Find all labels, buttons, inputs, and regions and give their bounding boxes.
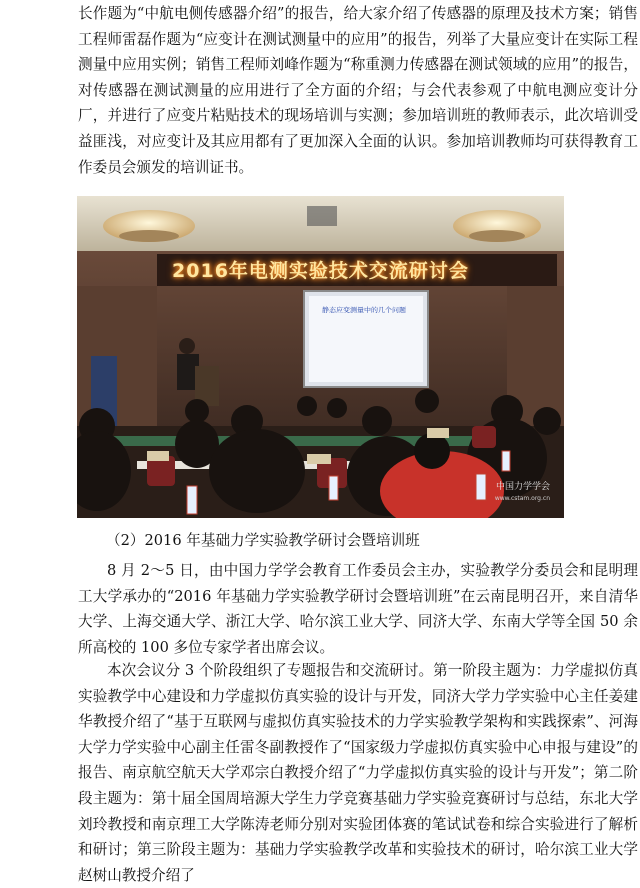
slide-title: 静态应变测量中的几个问题 (322, 306, 406, 314)
banner-text: 2016年电测实验技术交流研讨会 (172, 260, 469, 282)
photo-scene (77, 196, 564, 518)
paragraph-continued: 长作题为“中航电侧传感器介绍”的报告，给大家介绍了传感器的原理及技术方案；销售工程师雷磊作题为“应变计在测试测量中的应用”的报告，列举了大量应变计在实际工程测量中应用实例；销售工程师刘峰作题为“称重测力传感器在测试领域的应用”的报告，对传感器在测试测量的应用进行了全方面的介绍；与会代表参观了中航电测应变计分厂，并进行了应变片粘贴技术的现场培训与实测；参加培训班的教师表示，此次培训受益匪浅，对应变计及其应用都有了更加深入全面的认识。参加培训教师均可获得教育工作委员会颁发的培训证书。 (78, 5, 638, 176)
paragraph-meeting-stages (78, 658, 638, 888)
paragraph-meeting-stages-text: 本次会议分 3 个阶段组织了专题报告和交流研讨。第一阶段主题为：力学虚拟仿真实验教学中心建设和力学虚拟仿真实验的设计与开发，同济大学力学实验中心主任姜建华教授介绍了“基于互联网与虚拟仿真实验技术的力学实验教学架构和实践探索”、河海大学力学实验中心副主任雷冬副教授作了“国家级力学虚拟仿真实验中心申报与建设”的报告、南京航空航天大学邓宗白教授介绍了“力学虚拟仿真实验的设计与开发”；第二阶段主题为：第十届全国周培源大学生力学竞赛基础力学实验竞赛研讨与总结，东北大学刘玲教授和南京理工大学陈涛老师分别对实验团体赛的笔试试卷和综合实验进行了解析和研讨；第三阶段主题为：基础力学实验教学改革和实验技术的研讨，哈尔滨工业大学赵树山教授介绍了 (78, 662, 638, 884)
section-subheading: （2）2016 年基础力学实验教学研讨会暨培训班 (106, 532, 420, 549)
paragraph-meeting-intro (78, 558, 638, 660)
watermark-brand: 中国力学学会 (495, 482, 550, 492)
watermark-url: www.cstam.org.cn (494, 495, 550, 502)
paragraph-meeting-intro-text: 8 月 2～5 日，由中国力学学会教育工作委员会主办，实验教学分委员会和昆明理工大学承办的“2016 年基础力学实验教学研讨会暨培训班”在云南昆明召开，来自清华大学、上海交通大学、浙江大学、哈尔滨工业大学、同济大学、东南大学等全国 50 余所高校的 100 多位专家学者出席会议。 (78, 562, 638, 656)
conference-photo (77, 196, 564, 518)
watermark (495, 482, 550, 504)
